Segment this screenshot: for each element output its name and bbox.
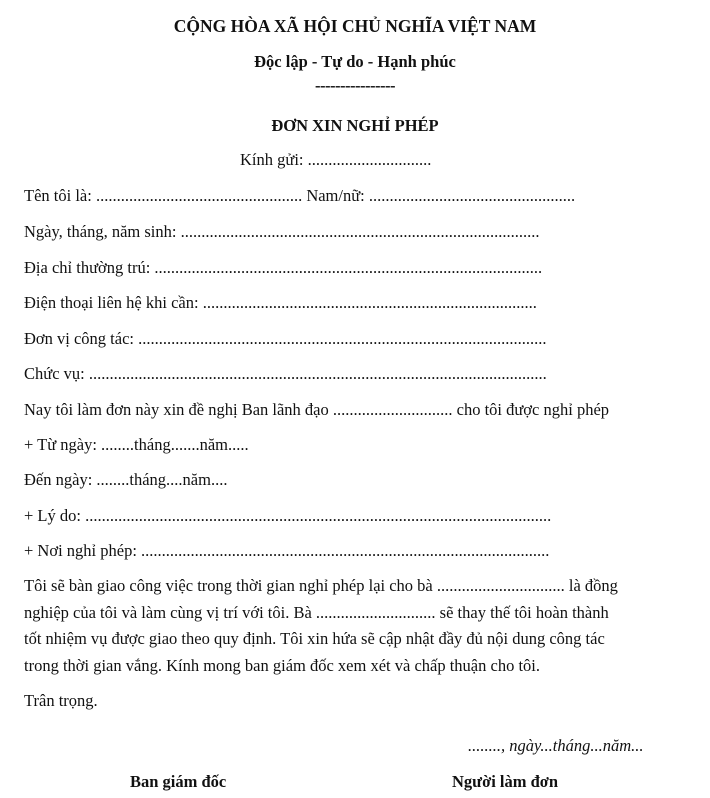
nation-heading: CỘNG HÒA XÃ HỘI CHỦ NGHĨA VIỆT NAM: [173, 16, 537, 36]
handover-line: tốt nhiệm vụ được giao theo quy định. Tôi xin hứa sẽ cập nhật đầy đủ nội dung công tác: [24, 629, 605, 648]
handover-line: nghiệp của tôi và làm cùng vị trí với tôi. Bà ............................. sẽ thay thế tôi hoàn thành: [24, 603, 609, 622]
name-field: Tên tôi là: .................................................. Nam/nữ: ..................................................: [24, 186, 576, 205]
place-field: + Nơi nghỉ phép: ...................................................................................................: [24, 541, 550, 560]
phone-field: Điện thoại liên hệ khi cần: .................................................................................: [24, 293, 537, 312]
closing: Trân trọng.: [24, 691, 98, 710]
divider: ----------------: [315, 76, 395, 95]
signature-applicant: Người làm đơn: [452, 772, 559, 791]
address-field: Địa chỉ thường trú: ..............................................................................................: [24, 258, 543, 277]
motto: Độc lập - Tự do - Hạnh phúc: [254, 52, 456, 71]
handover-line: trong thời gian vắng. Kính mong ban giám đốc xem xét và chấp thuận cho tôi.: [24, 656, 540, 675]
date-line: ........, ngày...tháng...năm...: [468, 736, 644, 755]
addressee: Kính gửi: ..............................: [240, 150, 432, 169]
document-title: ĐƠN XIN NGHỈ PHÉP: [271, 116, 439, 135]
unit-field: Đơn vị công tác: ...................................................................................................: [24, 329, 547, 348]
dob-field: Ngày, tháng, năm sinh: .......................................................................................: [24, 222, 540, 241]
handover-line: Tôi sẽ bàn giao công việc trong thời gian nghỉ phép lại cho bà ............................... là đồng: [24, 576, 618, 595]
position-field: Chức vụ: ...............................................................................................................: [24, 364, 547, 383]
signature-director: Ban giám đốc: [130, 772, 227, 791]
to-date: Đến ngày: ........tháng....năm....: [24, 470, 228, 489]
reason-field: + Lý do: .................................................................................................................: [24, 506, 552, 525]
request-text: Nay tôi làm đơn này xin đề nghị Ban lãnh đạo ............................. cho tôi được nghỉ phép: [24, 400, 610, 419]
from-date: + Từ ngày: ........tháng.......năm.....: [24, 435, 249, 454]
